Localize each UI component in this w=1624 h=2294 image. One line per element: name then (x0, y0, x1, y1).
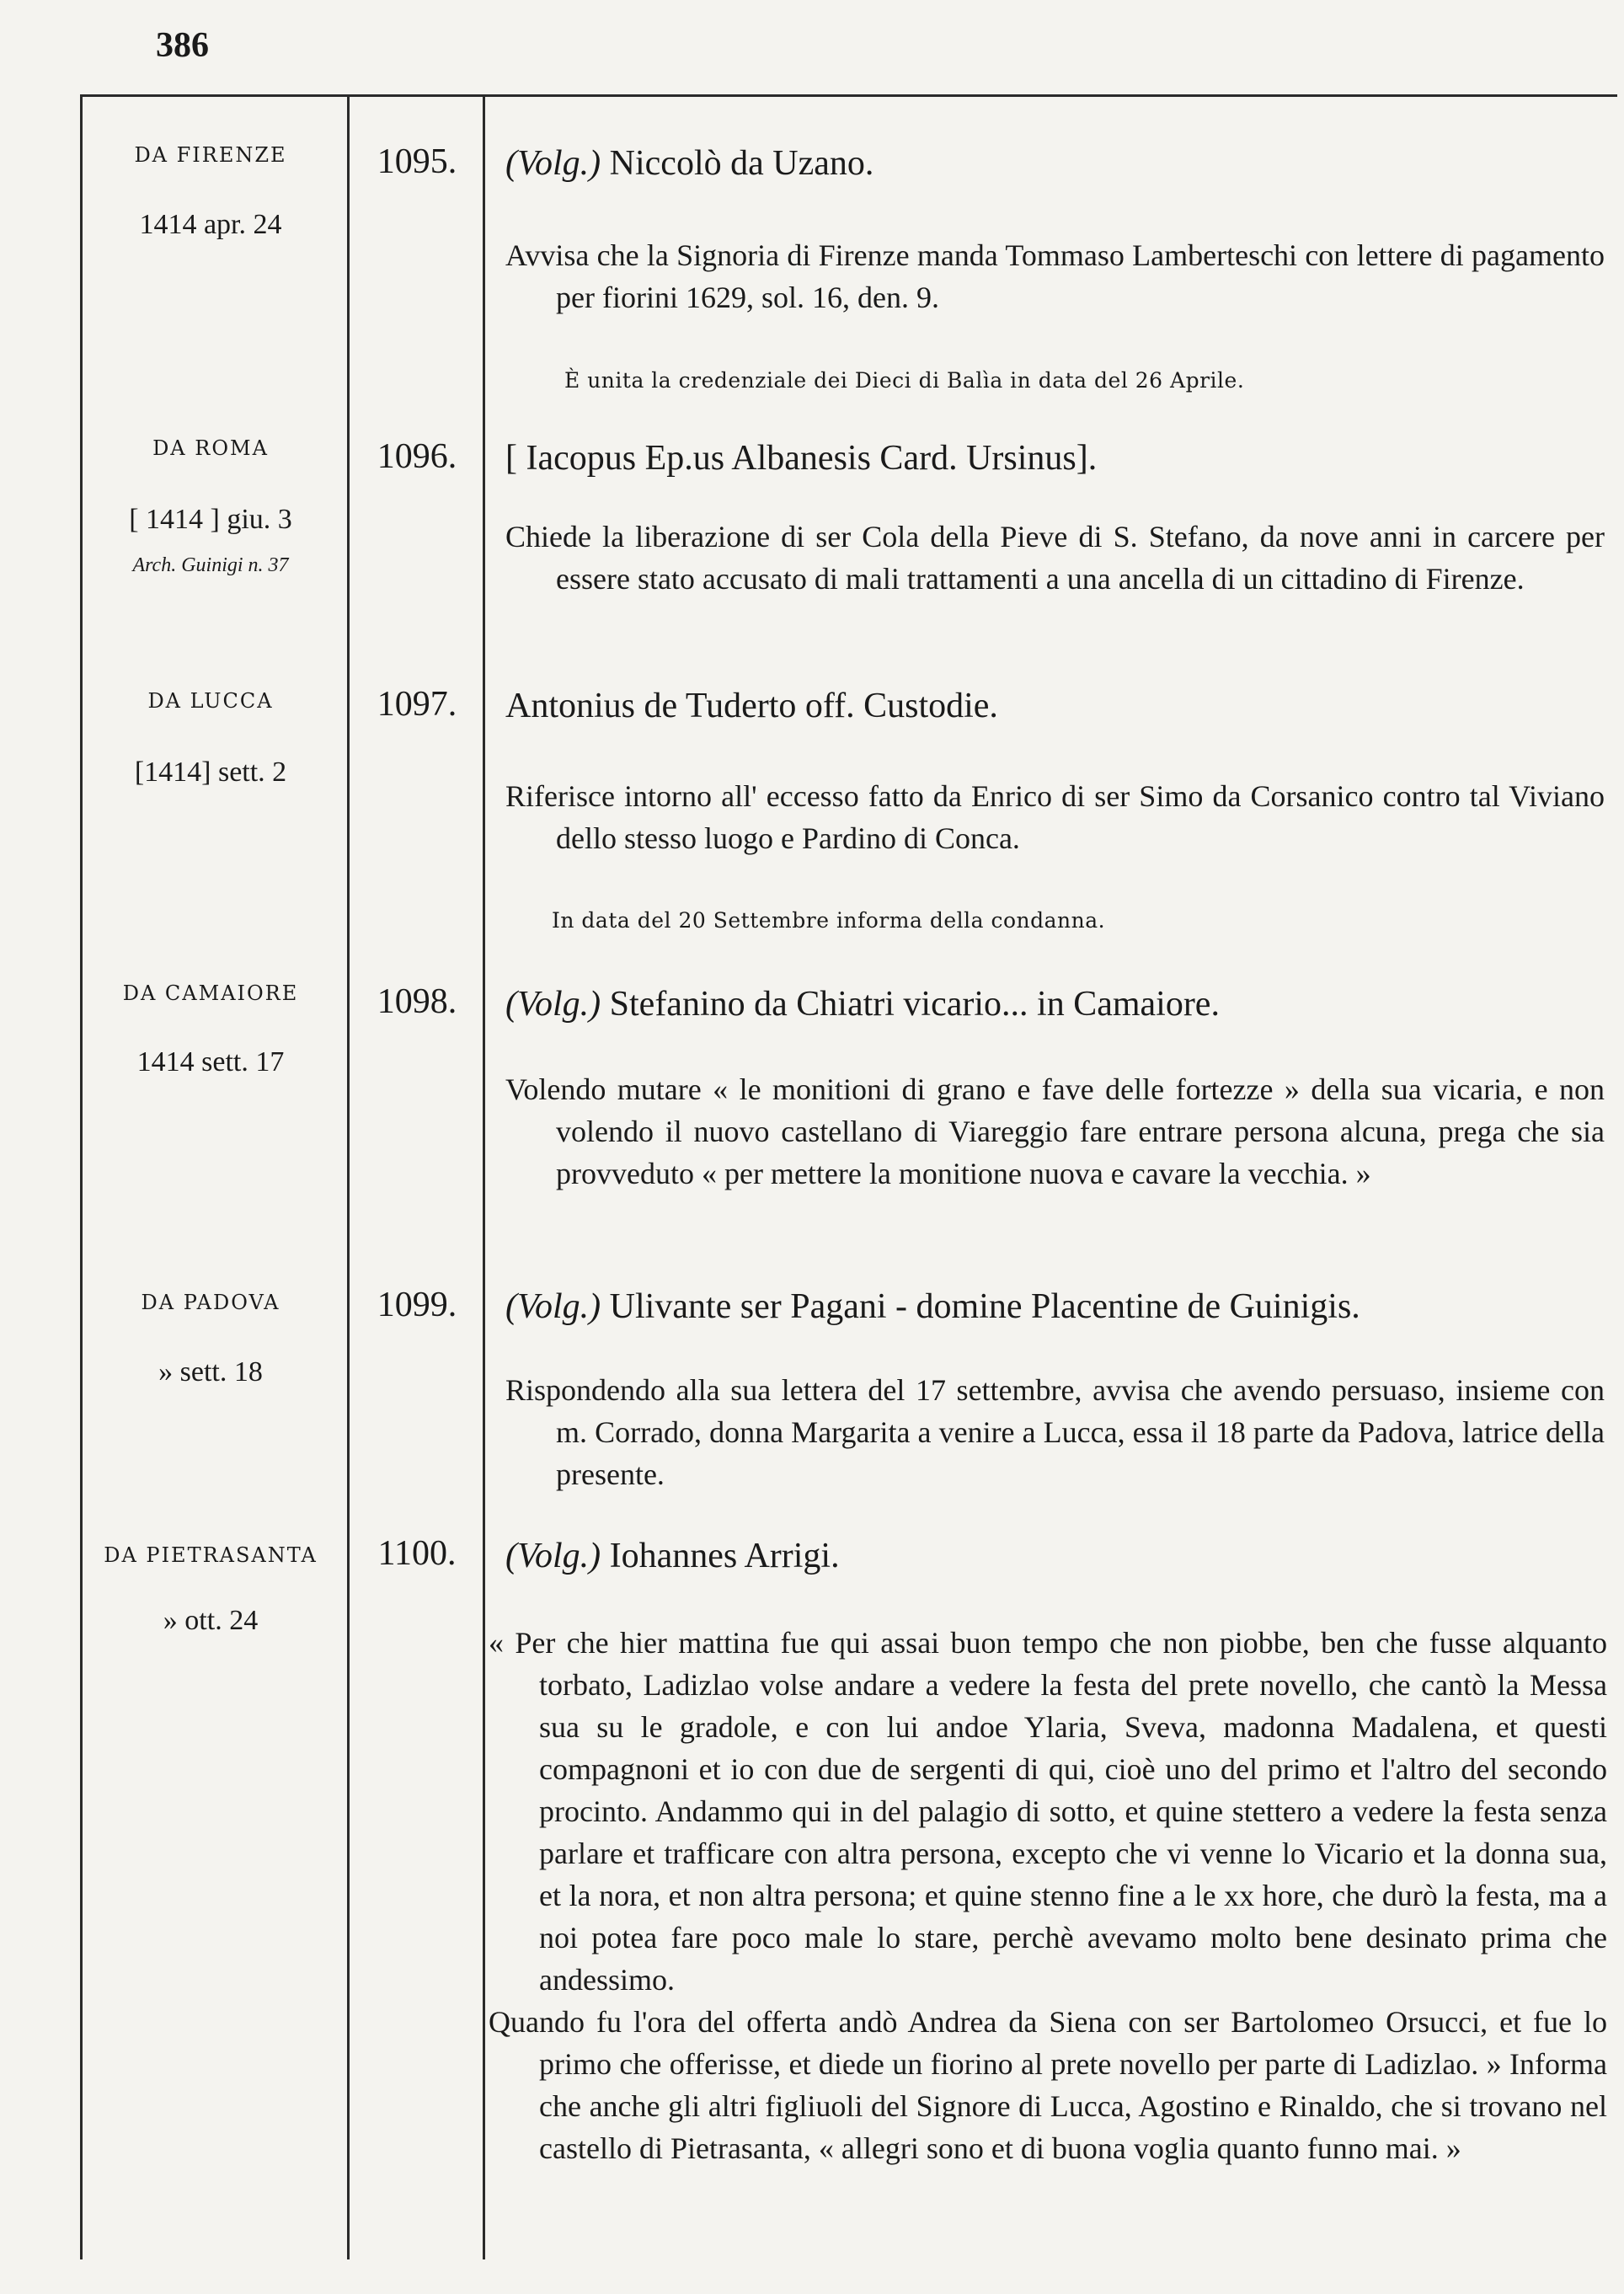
entry-number: 1100. (377, 1534, 457, 1573)
page-number: 386 (156, 26, 209, 65)
entry-number: 1097. (377, 685, 457, 724)
entry-number: 1099. (377, 1286, 457, 1324)
entry-body (489, 1622, 1607, 2169)
entry-note: In data del 20 Settembre informa della condanna. (552, 908, 1106, 933)
body-paragraph: Quando fu l'ora del offerta andò Andrea da Siena con ser Bartolomeo Orsucci, et fue lo primo che offerisse, et diede un fiorino al prete novello per parte di Ladizlao. » Informa che anche gli altri figliuoli del Signore di Lucca, Agostino e Rinaldo, che si trovano nel castello di Pietrasanta, « allegri sono et di buona voglia quanto funno mai. » (489, 2005, 1607, 2165)
entry-number: 1095. (377, 142, 457, 181)
entry-title (505, 143, 1600, 184)
column-rule-2 (483, 94, 485, 2259)
entry-origin: DA CAMAIORE (122, 981, 299, 1005)
column-rule-1 (347, 94, 350, 2259)
entry-origin: DA PADOVA (141, 1291, 280, 1314)
entry-date: [1414] sett. 2 (134, 757, 287, 788)
body-paragraph: Volendo mutare « le monitioni di grano e fave delle fortezze » della sua vicaria, e non volendo il nuovo castellano di Viareggio fare entrare persona alcuna, prega che sia provveduto « per mettere la monitione nuova e cavare la vecchia. » (505, 1072, 1605, 1190)
entry-title (505, 1286, 1600, 1327)
entry-date: 1414 apr. 24 (139, 209, 282, 240)
body-paragraph: Rispondendo alla sua lettera del 17 settembre, avvisa che avendo persuaso, insieme con m. Corrado, donna Margarita a venire a Lucca, essa il 18 parte da Padova, latrice della presente. (505, 1373, 1605, 1491)
title-prefix: (Volg.) (505, 144, 601, 183)
entry-note: È unita la credenziale dei Dieci di Balìa in data del 26 Aprile. (564, 368, 1245, 393)
entry-title: [ Iacopus Ep.us Albanesis Card. Ursinus]. (505, 439, 1098, 478)
top-rule (80, 94, 1617, 97)
title-prefix: (Volg.) (505, 1537, 601, 1575)
entry-origin: DA PIETRASANTA (104, 1543, 318, 1567)
body-paragraph: Chiede la liberazione di ser Cola della Pieve di S. Stefano, da nove anni in carcere per essere stato accusato di mali trattamenti a una ancella di un cittadino di Firenze. (505, 520, 1605, 596)
title-text: Ulivante ser Pagani - domine Placentine de Guinigis. (601, 1287, 1360, 1326)
entry-body (505, 775, 1605, 859)
title-text: Niccolò da Uzano. (601, 144, 874, 183)
body-paragraph: « Per che hier mattina fue qui assai buon tempo che non piobbe, ben che fusse alquanto torbato, Ladizlao volse andare a vedere la festa del prete novello, che cantò la Messa sua su le gradole, e con lui andoe Ylaria, Sveva, madonna Madalena, et questi compagnoni et io con due de sergenti di qui, cioè uno del primo et l'altro del secondo procinto. Andammo qui in del palagio di sotto, et quine stettero a vedere la festa senza parlare et trafficare con altra persona, excepto che vi venne lo Vicario et la donna sua, et la nora, et non altra persona; et quine stenno fine a le xx hore, che durò la festa, ma a noi potea fare poco male lo stare, perchè avevamo molto bene desinato prima che andessimo. (489, 1626, 1607, 1997)
entry-date: » ott. 24 (163, 1605, 259, 1636)
entry-title (505, 984, 1600, 1024)
entry-number: 1096. (377, 437, 457, 476)
entry-body (505, 234, 1605, 318)
entry-origin: DA ROMA (152, 436, 269, 460)
title-prefix: (Volg.) (505, 985, 601, 1024)
entry-number: 1098. (377, 982, 457, 1021)
body-paragraph: Avvisa che la Signoria di Firenze manda Tommaso Lamberteschi con lettere di pagamento per fiorini 1629, sol. 16, den. 9. (505, 238, 1605, 314)
entry-title (505, 1536, 1600, 1576)
entry-origin: DA LUCCA (147, 689, 274, 713)
entry-body (505, 1068, 1605, 1195)
title-text: Stefanino da Chiatri vicario... in Camaiore. (601, 985, 1220, 1024)
entry-title: Antonius de Tuderto off. Custodie. (505, 687, 998, 725)
entry-archive: Arch. Guinigi n. 37 (132, 554, 289, 576)
body-paragraph: Riferisce intorno all' eccesso fatto da Enrico di ser Simo da Corsanico contro tal Viviano dello stesso luogo e Pardino di Conca. (505, 779, 1605, 855)
entry-date: » sett. 18 (158, 1356, 263, 1388)
entry-date: 1414 sett. 17 (136, 1046, 285, 1077)
entry-date: [ 1414 ] giu. 3 (129, 504, 292, 535)
entry-body (505, 1369, 1605, 1495)
entry-body (505, 516, 1605, 600)
title-text: Iohannes Arrigi. (601, 1537, 840, 1575)
entry-origin: DA FIRENZE (134, 143, 287, 167)
left-rule (80, 94, 83, 2259)
title-prefix: (Volg.) (505, 1287, 601, 1326)
